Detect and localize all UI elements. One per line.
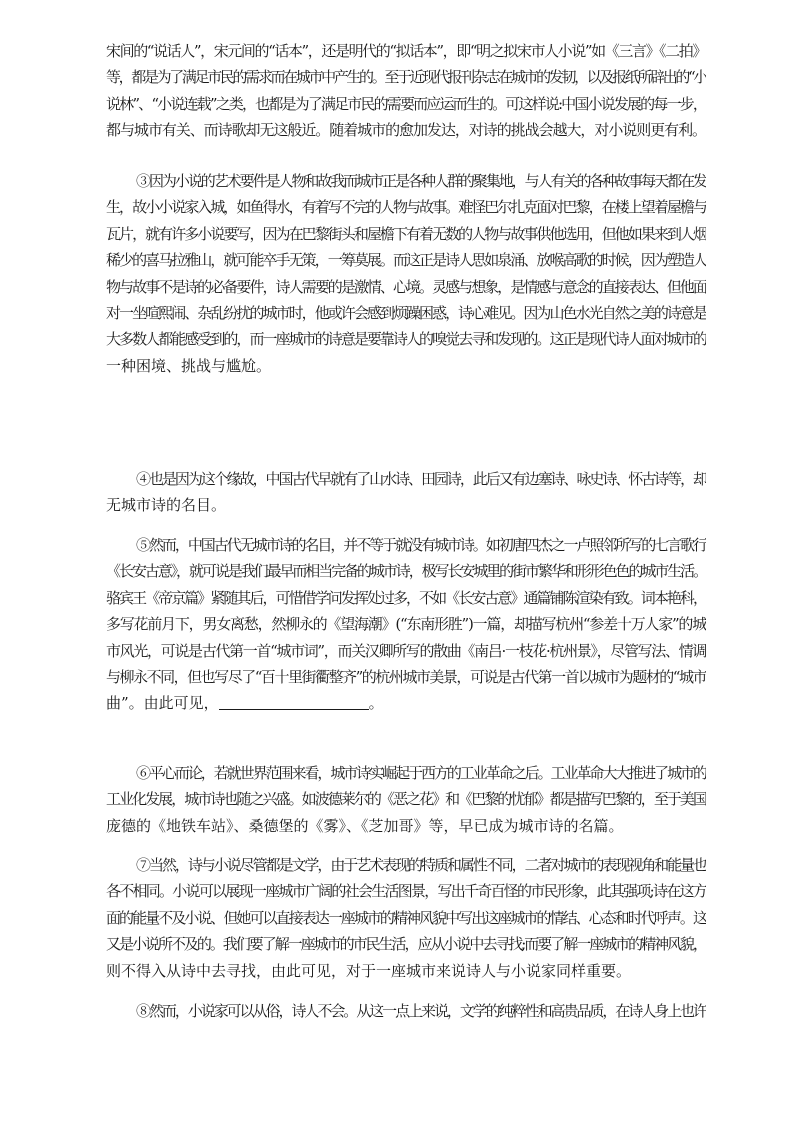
text-line: 无城市诗的名目。 bbox=[106, 496, 227, 515]
text-line: 一种困境、挑战与尴尬。 bbox=[106, 356, 272, 375]
paragraph-8 bbox=[106, 998, 706, 1024]
text-line: 说林”、“小说连载”之类，也都是为了满足市民的需要而应运而生的。可这样说:中国小说发展的每一步， bbox=[106, 94, 706, 113]
text-line: ⑤然而，中国古代无城市诗的名目，并不等于就没有城市诗。如初唐四杰之一卢照邻所写的七言歌行 bbox=[136, 536, 706, 554]
text-line: ③因为小说的艺术要件是人物和故我而城市正是各种人群的聚集地，与人有关的各种故事每天都在发 bbox=[136, 172, 706, 190]
fill-in-blank bbox=[219, 695, 369, 710]
paragraph-4 bbox=[106, 466, 706, 519]
text-line: 瓦片，就有许多小说要写，因为在巴黎街头和屋檐下有着无数的人物与故事供他选用，但他如果来到人烟 bbox=[106, 224, 706, 243]
text-line: 又是小说所不及的。我们要了解一座城市的市民生活，应从小说中去寻找;而要了解一座城市的精神风貌， bbox=[106, 935, 706, 954]
text-line: 等，都是为了满足市民的需求而在城市中产生的。至于近现代报刊杂志在城市的发韧，以及报纸所辟出的“小 bbox=[106, 68, 706, 87]
text-line-with-blank: 曲”。由此可见， 。 bbox=[106, 694, 384, 713]
text-fragment: 曲”。由此可见， bbox=[106, 694, 219, 713]
text-line: 市风光，可说是古代第一首“城市词”，而关汉卿所写的散曲《南吕·一枝花·杭州景》，尽管写法、情调 bbox=[106, 641, 706, 660]
text-line: 则不得入从诗中去寻找，由此可见，对于一座城市来说诗人与小说家同样重要。 bbox=[106, 961, 632, 980]
text-line: 稀少的喜马拉雅山，就可能卒手无策，一筹莫展。而这正是诗人思如泉涌、放喉高歌的时候，因为塑造人 bbox=[106, 251, 706, 270]
text-line: 骆宾王《帝京篇》紧随其后，可惜借学问发挥处过多，不如《长安古意》通篇铺陈渲染有致。词本艳科， bbox=[106, 588, 706, 607]
paragraph-continued bbox=[106, 38, 706, 144]
text-line: 宋间的“说话人”，宋元间的“话本”，还是明代的“拟话本”，即“明之拟宋市人小说”如《三言》《二拍》 bbox=[106, 42, 706, 60]
text-line: 大多数人都能感受到的，而一座城市的诗意是要靠诗人的嗅觉去寻和发现的。这正是现代诗人面对城市的 bbox=[106, 330, 706, 349]
text-line: 各不相同。小说可以展现一座城市广阔的社会生活图景，写出千奇百怪的市民形象，此其强项;诗在这方 bbox=[106, 882, 706, 901]
paragraph-5 bbox=[106, 532, 706, 717]
paragraph-7 bbox=[106, 852, 706, 984]
text-line: ⑧然而，小说家可以从俗，诗人不会。从这一点上来说，文学的纯粹性和高贵品质，在诗人身上也许 bbox=[136, 1002, 706, 1020]
text-line: 与柳永不同，但也写尽了“百十里街衢整齐”的杭州城市美景，可说是古代第一首以城市为题材的“城市 bbox=[106, 668, 706, 687]
text-line: 生，故小小说家入城，如鱼得水，有着写不完的人物与故事。难怪巴尔扎克面对巴黎，在楼上望着屋檐与 bbox=[106, 198, 706, 217]
paragraph-3 bbox=[106, 168, 706, 379]
text-line: 都与城市有关、而诗歌却无这般近。随着城市的愈加发达，对诗的挑战会越大，对小说则更有利。 bbox=[106, 121, 706, 140]
text-line: ④也是因为这个缘故，中国古代早就有了山水诗、田园诗，此后又有边塞诗、咏史诗、怀古诗等，却 bbox=[136, 470, 706, 488]
text-line: 面的能量不及小说、但她可以直接表达一座城市的精神风貌中写出这座城市的情结、心态和时代呼声。这 bbox=[106, 908, 706, 927]
text-line: 对一坐喧熙闹、杂乱纷扰的城市时，他或许会感到烦躁困惑，诗心难见。因为山色水光自然之美的诗意是 bbox=[106, 304, 706, 323]
text-line: 物与故事不是诗的必备要件，诗人需要的是激情、心境。灵感与想象，是情感与意念的直接表达、但他面 bbox=[106, 277, 706, 296]
text-line: ⑦当然，诗与小说尽管都是文学，由于艺术表现的特质和属性不同，二者对城市的表现视角和能量也 bbox=[136, 856, 706, 874]
text-line: 多写花前月下，男女离愁，然柳永的《望海潮》(“东南形胜”)一篇，却描写杭州“参差十万人家”的城 bbox=[106, 615, 706, 634]
paragraph-6 bbox=[106, 760, 706, 839]
text-line: 庞德的《地铁车站》、桑德堡的《雾》、《芝加哥》等，早已成为城市诗的名篇。 bbox=[106, 816, 624, 835]
text-line: ⑥平心而论，若就世界范围来看，城市诗实崛起于西方的工业革命之后。工业革命大大推进了城市的 bbox=[136, 764, 706, 782]
text-line: 工业化发展，城市诗也随之兴盛。如波德莱尔的《恶之花》和《巴黎的忧郁》都是描写巴黎的，至于美国 bbox=[106, 790, 706, 809]
text-line: 《长安古意》，就可说是我们最早而相当完备的城市诗，极写长安城里的街市繁华和形形色色的城市生活。 bbox=[106, 562, 706, 581]
